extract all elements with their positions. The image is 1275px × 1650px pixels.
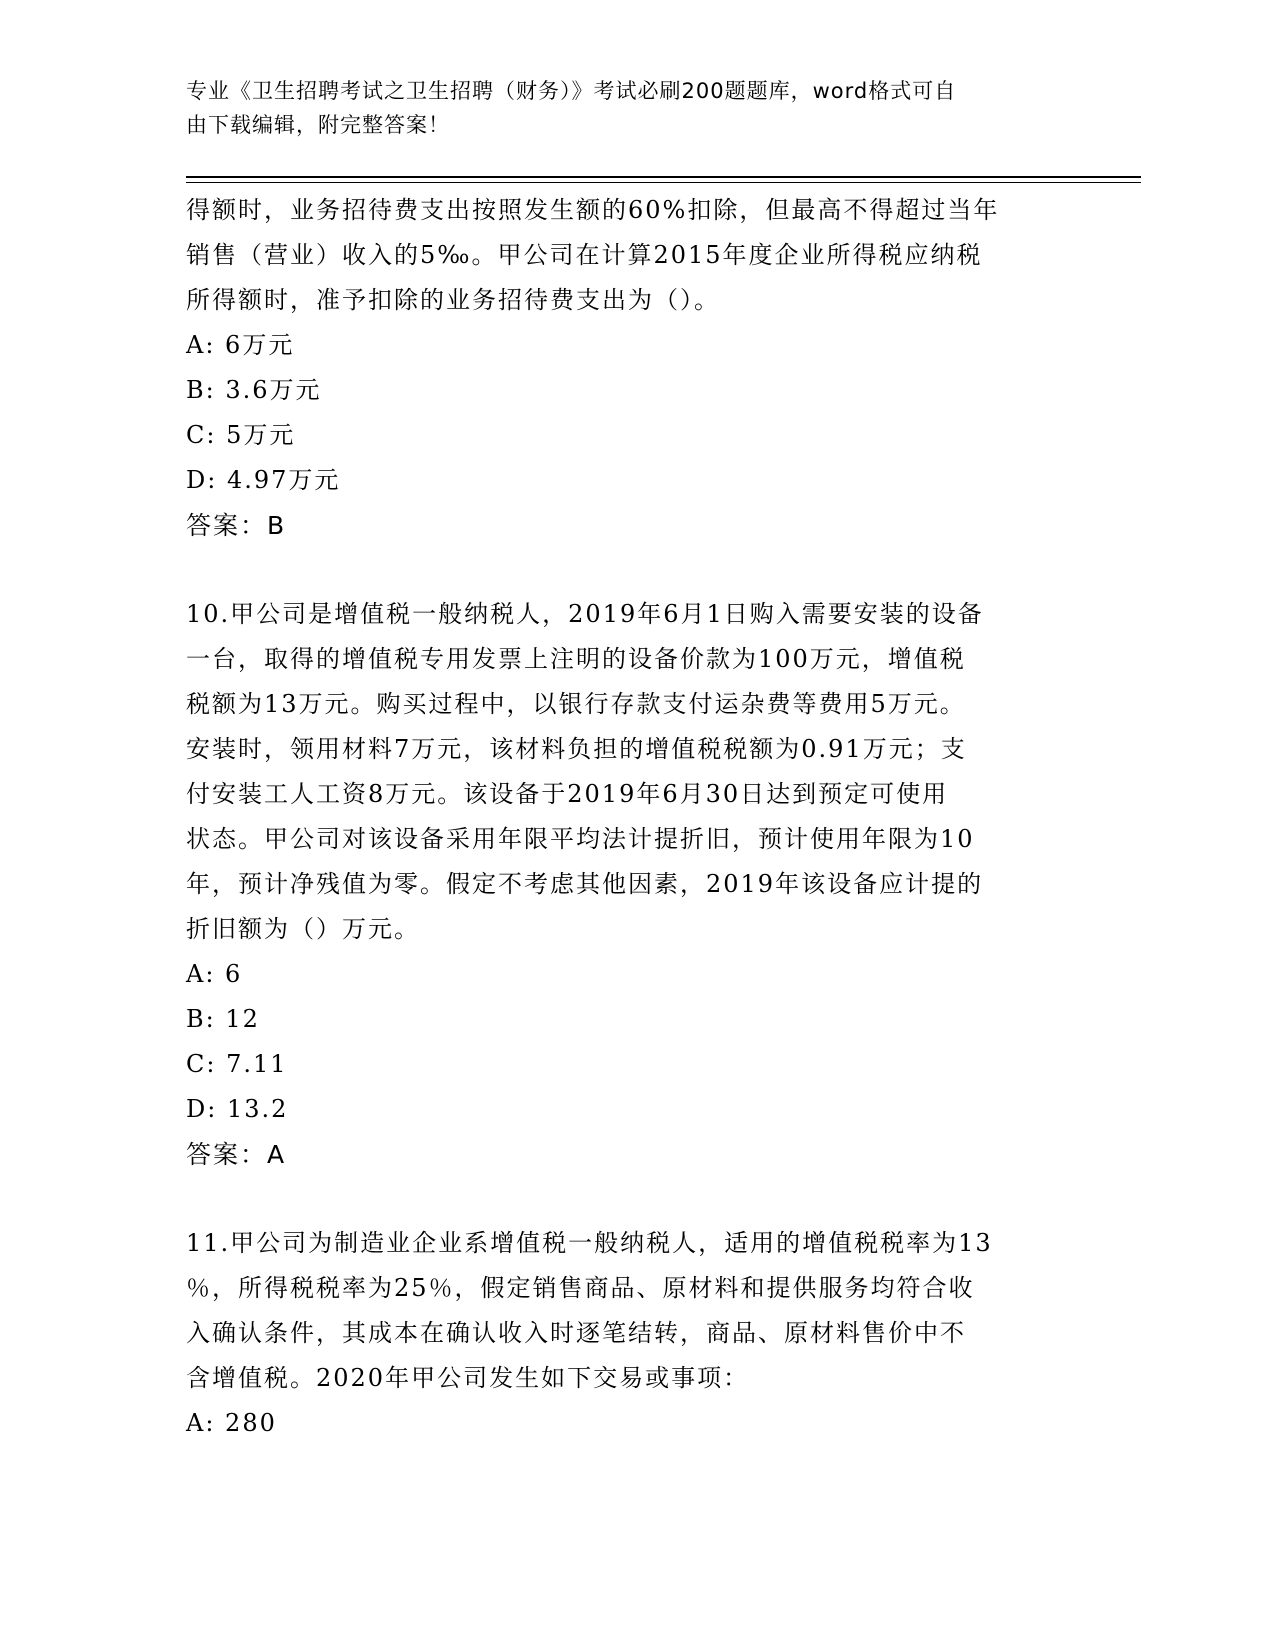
option-a: A: 6万元	[186, 331, 295, 359]
answer-label: 答案：B	[186, 511, 287, 540]
header-title-line-2: 由下载编辑，附完整答案！	[186, 113, 450, 137]
option-c: C: 7.11	[186, 1050, 288, 1078]
question-stem-line: 含增值税。2020年甲公司发生如下交易或事项：	[186, 1364, 750, 1392]
question-stem-line: 状态。甲公司对该设备采用年限平均法计提折旧，预计使用年限为10	[186, 825, 975, 853]
question-stem-line: 所得额时，准予扣除的业务招待费支出为（）。	[186, 286, 720, 314]
option-b: B: 12	[186, 1005, 260, 1033]
option-a: A: 6	[186, 960, 243, 988]
question-stem-line: 11.甲公司为制造业企业系增值税一般纳税人，适用的增值税税率为13	[186, 1229, 993, 1257]
question-stem-line: 付安装工人工资8万元。该设备于2019年6月30日达到预定可使用	[186, 780, 949, 808]
question-stem-line: ％，所得税税率为25％，假定销售商品、原材料和提供服务均符合收	[186, 1274, 975, 1302]
question-stem-line: 安装时，领用材料7万元，该材料负担的增值税税额为0.91万元；支	[186, 735, 967, 763]
question-stem-line: 得额时，业务招待费支出按照发生额的60%扣除，但最高不得超过当年	[186, 196, 1000, 224]
question-stem-line: 年，预计净残值为零。假定不考虑其他因素，2019年该设备应计提的	[186, 870, 984, 898]
question-10	[186, 592, 1076, 1177]
spacer	[186, 1177, 1076, 1221]
header-divider-thick	[186, 176, 1141, 178]
header-divider-thin	[186, 182, 1141, 183]
question-stem-line: 税额为13万元。购买过程中，以银行存款支付运杂费等费用5万元。	[186, 690, 966, 718]
answer-label: 答案：A	[186, 1140, 287, 1169]
header-title-line-1: 专业《卫生招聘考试之卫生招聘（财务）》考试必刷200题题库，word格式可自	[186, 79, 957, 103]
question-stem-line: 一台，取得的增值税专用发票上注明的设备价款为100万元，增值税	[186, 645, 966, 673]
question-stem-line: 销售（营业）收入的5‰。甲公司在计算2015年度企业所得税应纳税	[186, 241, 983, 269]
question-9	[186, 188, 1076, 548]
option-d: D: 13.2	[186, 1095, 289, 1123]
option-c: C: 5万元	[186, 421, 296, 449]
option-a: A: 280	[186, 1409, 277, 1437]
option-b: B: 3.6万元	[186, 376, 322, 404]
question-stem-line: 入确认条件，其成本在确认收入时逐笔结转，商品、原材料售价中不	[186, 1319, 966, 1347]
question-stem-line: 10.甲公司是增值税一般纳税人，2019年6月1日购入需要安装的设备	[186, 600, 984, 628]
option-d: D: 4.97万元	[186, 466, 341, 494]
question-content	[186, 188, 1076, 1446]
question-11	[186, 1221, 1076, 1446]
question-stem-line: 折旧额为（）万元。	[186, 915, 420, 943]
document-header	[186, 74, 1056, 142]
spacer	[186, 548, 1076, 592]
